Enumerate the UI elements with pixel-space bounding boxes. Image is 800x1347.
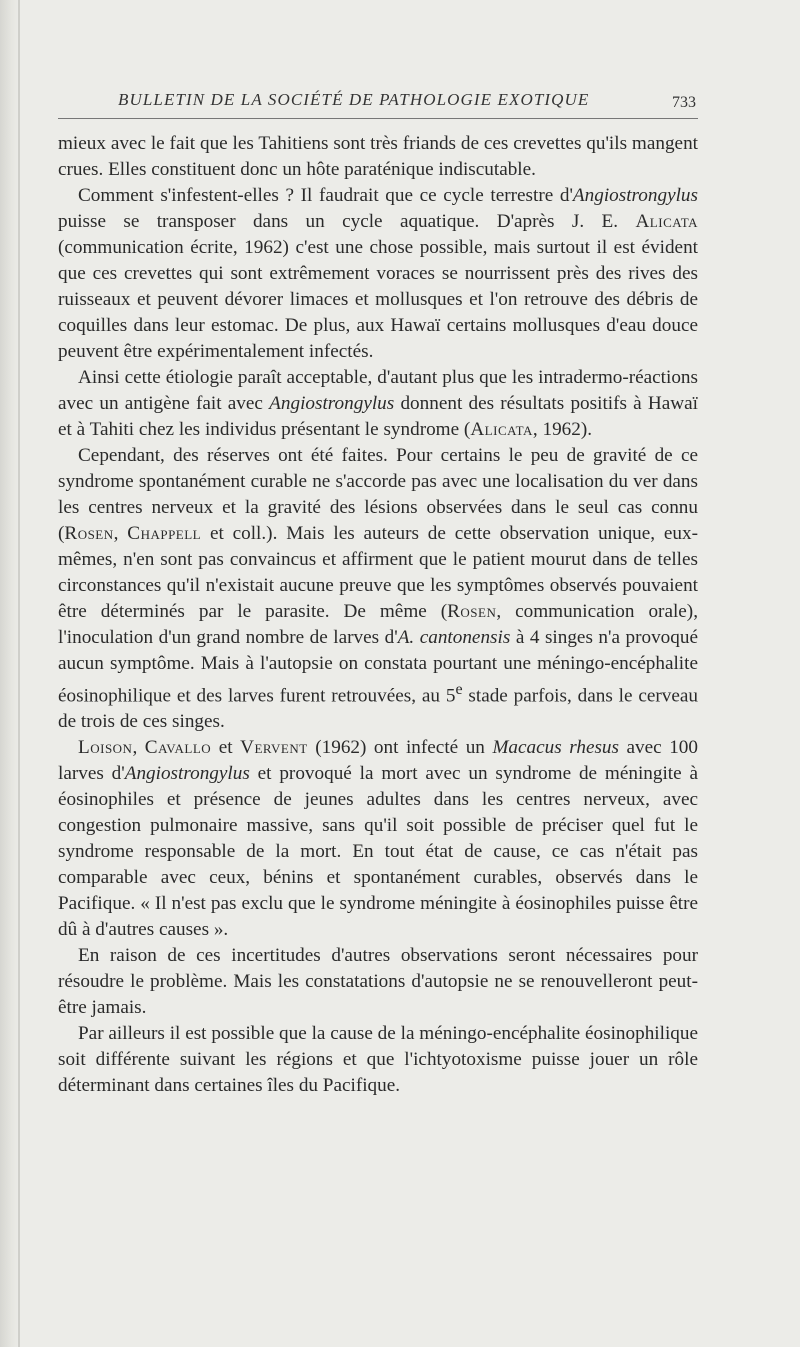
text-run: puisse se transposer dans un cycle aquatique. D'après J. E. — [58, 211, 636, 232]
paragraph-7-text: Par ailleurs il est possible que la cause de la méningo-encéphalite éosinophilique soit différente suivant les régions et que l'ichtyotoxisme puisse jouer un rôle déterminant dans certaines îles du Pacifique. — [58, 1023, 698, 1097]
author-name: Alicata — [635, 211, 698, 232]
ordinal-superscript: e — [455, 681, 463, 698]
article-body — [58, 131, 698, 1099]
paragraph-7 — [58, 1021, 698, 1099]
author-name: Alicata — [470, 419, 533, 440]
text-run: donnent des résultats positifs à Hawaï et à Tahiti chez les individus présentant le syndrome ( — [58, 393, 698, 440]
text-run: Cependant, des réserves ont été faites. Pour certains le peu de gravité de ce syndrome spontanément curable ne s'accorde pas avec une localisation du ver dans les centres nerveux et la gravité des lésions observées dans le seul cas connu ( — [58, 445, 698, 544]
text-run: et — [211, 737, 241, 759]
text-run: , communication orale), l'inoculation d'un grand nombre de larves d' — [58, 601, 698, 648]
genus-name: Angiostrongylus — [124, 763, 250, 785]
text-run: avec 100 larves d' — [58, 737, 698, 785]
author-name: Chappell — [127, 523, 202, 544]
text-run: et provoqué la mort avec un syndrome de méningite à éosinophiles et présence de jeunes adultes dans les centres nerveux, avec congestion pulmonaire massive, sans qu'il soit possible de préciser quel fut le syndrome responsable de la mort. En tout état de cause, ce cas n'était pas comparable avec ceux, bénins et spontanément curables, observés dans le Pacifique. « Il n'est pas exclu que le syndrome méningite à éosinophiles puisse être dû à d'autres causes ». — [58, 763, 698, 941]
paragraph-5 — [58, 735, 698, 943]
running-header — [58, 88, 698, 119]
author-name: Rosen — [447, 601, 497, 622]
genus-name: Angiostrongylus — [572, 185, 698, 206]
paragraph-3 — [58, 365, 698, 443]
paragraph-6-text: En raison de ces incertitudes d'autres observations seront nécessaires pour résoudre le problème. Mais les constatations d'autopsie ne se renouvelleront peut-être jamais. — [58, 945, 698, 1019]
author-name: Vervent — [240, 737, 308, 759]
text-run: à 4 singes n'a provoqué aucun symptôme. Mais à l'autopsie on constata pourtant une méningo-encéphalite éosinophilique et des larves furent retrouvées, au 5 — [58, 627, 698, 707]
author-name: Rosen — [64, 523, 114, 544]
text-run: Ainsi cette étiologie paraît acceptable, d'autant plus que les intradermo-réactions avec un antigène fait avec — [58, 367, 698, 414]
author-name: Loison — [78, 737, 133, 759]
species-name: A. cantonensis — [397, 627, 511, 648]
text-run: Comment s'infestent-elles ? Il faudrait que ce cycle terrestre d' — [78, 185, 573, 206]
page-binding-edge — [0, 0, 20, 1347]
text-run: stade parfois, dans le cerveau de trois de ces singes. — [58, 685, 698, 733]
text-run: , — [132, 737, 145, 759]
text-run: , — [113, 523, 128, 544]
journal-title: BULLETIN DE LA SOCIÉTÉ DE PATHOLOGIE EXOTIQUE — [118, 90, 590, 109]
paragraph-1 — [58, 131, 698, 183]
paragraph-2 — [58, 183, 698, 365]
genus-name: Angiostrongylus — [269, 393, 395, 414]
text-run: (1962) ont infecté un — [307, 737, 493, 759]
page-number: 733 — [672, 94, 696, 111]
paragraph-1-text: mieux avec le fait que les Tahitiens sont très friands de ces crevettes qu'ils mangent crues. Elles constituent donc un hôte paraténique indiscutable. — [58, 133, 698, 180]
text-run: , 1962). — [532, 419, 593, 440]
species-name: Macacus rhesus — [492, 737, 619, 759]
author-name: Cavallo — [144, 737, 212, 759]
text-run: et coll.). Mais les auteurs de cette observation unique, eux-mêmes, n'en sont pas convaincus et affirment que le patient mourut dans de telles circonstances qu'il n'existait aucune preuve que les symptômes observés pouvaient être déterminés par le parasite. De même ( — [58, 523, 699, 622]
text-run: (communication écrite, 1962) c'est une chose possible, mais surtout il est évident que ces crevettes qui sont extrêmement voraces se nourrissent près des rives des ruisseaux et peuvent dévorer limaces et mollusques et l'on retrouve des débris de coquilles dans leur estomac. De plus, aux Hawaï certains mollusques d'eau douce peuvent être expérimentalement infectés. — [58, 237, 698, 362]
paragraph-6 — [58, 943, 698, 1021]
paragraph-4 — [58, 443, 698, 735]
